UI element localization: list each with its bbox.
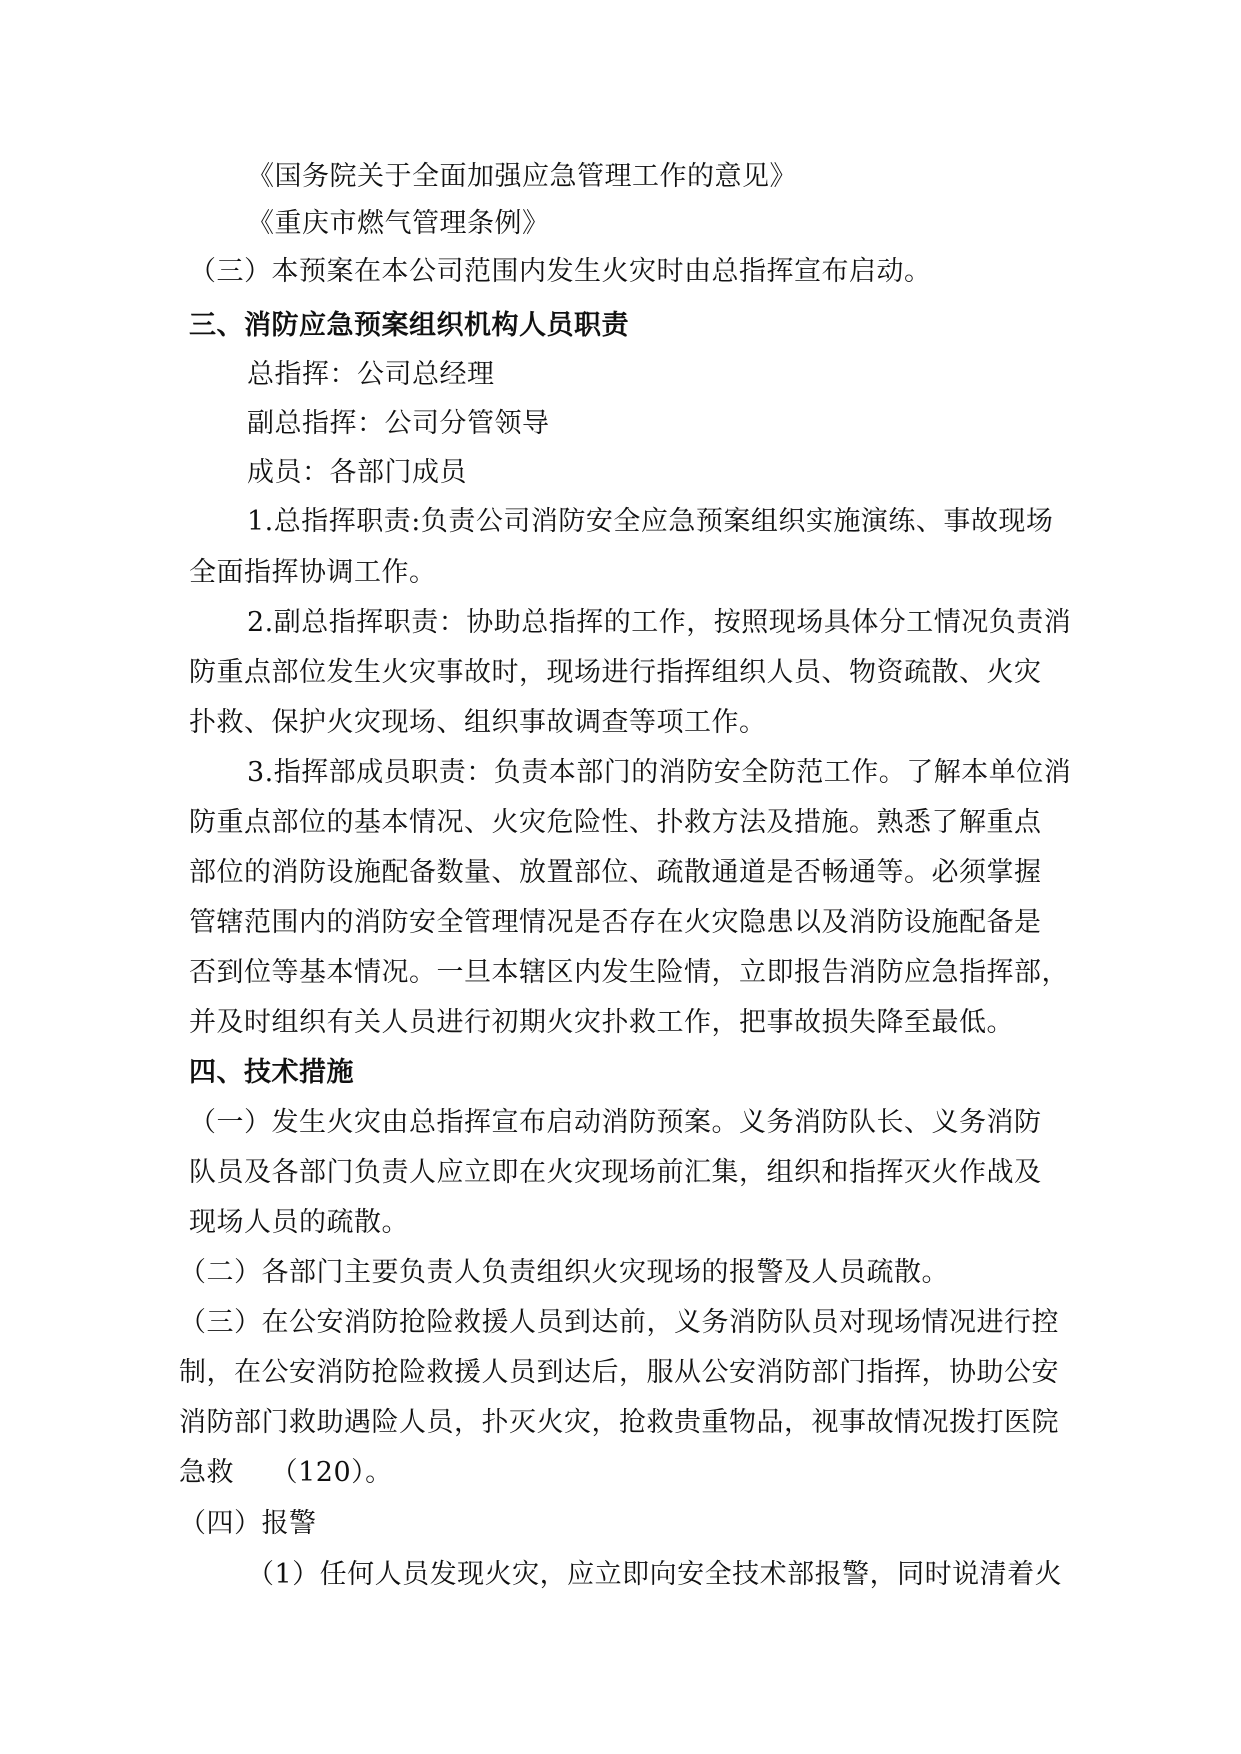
paragraph-line: 扑救、保护火灾现场、组织事故调查等项工作。 [189,707,767,738]
paragraph-line: （一）发生火灾由总指挥宣布启动消防预案。义务消防队长、义务消防 [189,1107,1042,1138]
paragraph-line: 防重点部位发生火灾事故时，现场进行指挥组织人员、物资疏散、火灾 [189,657,1042,688]
role-line: 总指挥：公司总经理 [247,359,495,390]
paragraph-line: 否到位等基本情况。一旦本辖区内发生险情，立即报告消防应急指挥部， [189,957,1069,988]
paragraph-line: （1）任何人员发现火灾，应立即向安全技术部报警，同时说清着火 [247,1559,1063,1590]
paragraph-line: 队员及各部门负责人应立即在火灾现场前汇集，组织和指挥灭火作战及 [189,1157,1042,1188]
section-heading: 三、消防应急预案组织机构人员职责 [189,310,629,341]
paragraph-line: 2.副总指挥职责：协助总指挥的工作，按照现场具体分工情况负责消 [247,607,1072,638]
paragraph-line: 全面指挥协调工作。 [189,557,437,588]
paragraph-line: 部位的消防设施配备数量、放置部位、疏散通道是否畅通等。必须掌握 [189,857,1042,888]
paragraph-line: 消防部门救助遇险人员，扑灭火灾，抢救贵重物品，视事故情况拨打医院 [179,1407,1059,1438]
reference-line: 《国务院关于全面加强应急管理工作的意见》 [247,161,797,192]
paragraph-line: （三）在公安消防抢险救援人员到达前，义务消防队员对现场情况进行控 [179,1307,1059,1338]
paragraph-line: 并及时组织有关人员进行初期火灾扑救工作，把事故损失降至最低。 [189,1007,1014,1038]
reference-line: 《重庆市燃气管理条例》 [247,208,550,239]
role-line: 副总指挥：公司分管领导 [247,408,550,439]
paragraph-line: 防重点部位的基本情况、火灾危险性、扑救方法及措施。熟悉了解重点 [189,807,1042,838]
paragraph-line: 管辖范围内的消防安全管理情况是否存在火灾隐患以及消防设施配备是 [189,907,1042,938]
section-heading: 四、技术措施 [189,1057,354,1088]
paragraph-line: 现场人员的疏散。 [189,1207,409,1238]
paragraph-line: 3.指挥部成员职责：负责本部门的消防安全防范工作。了解本单位消 [247,757,1072,788]
paragraph-line: （二）各部门主要负责人负责组织火灾现场的报警及人员疏散。 [179,1257,949,1288]
paragraph-line: 1.总指挥职责:负责公司消防安全应急预案组织实施演练、事故现场 [247,506,1054,537]
paragraph-line: 急救 （120）。 [179,1457,393,1488]
paragraph-line: 制，在公安消防抢险救援人员到达后，服从公安消防部门指挥，协助公安 [179,1357,1059,1388]
paragraph-line: （三）本预案在本公司范围内发生火灾时由总指挥宣布启动。 [189,256,932,287]
role-line: 成员：各部门成员 [247,457,467,488]
subheading-line: （四）报警 [179,1508,317,1539]
